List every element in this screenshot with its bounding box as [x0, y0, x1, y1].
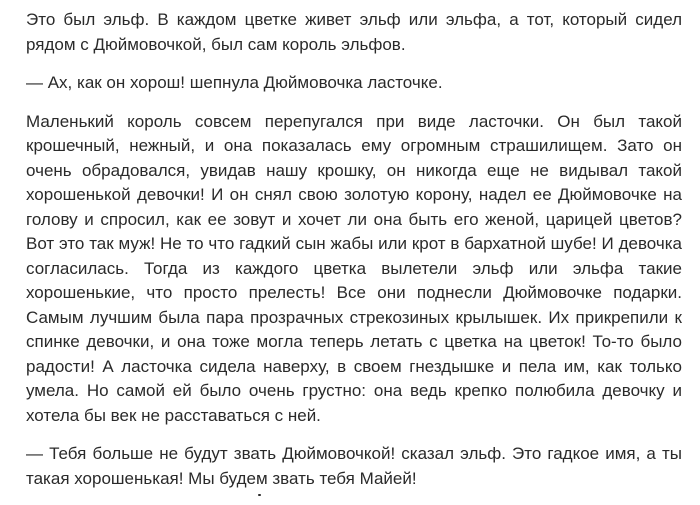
paragraph-2: — Ах, как он хорош! шепнула Дюймовочка ласточке.	[26, 73, 443, 92]
paragraph-4: — Тебя больше не будут звать Дюймовочкой! сказал эльф. Это гадкое имя, а ты такая хорошенькая! Мы будем звать тебя Майей!	[26, 444, 682, 488]
paragraph-1: Это был эльф. В каждом цветке живет эльф или эльфа, а тот, который сидел рядом с Дюймовочкой, был сам король эльфов.	[26, 10, 682, 54]
paragraph-3: Маленький король совсем перепугался при виде ласточки. Он был такой крошечный, нежный, и она показалась ему огромным страшилищем. Зато он очень обрадовался, увидав нашу крошку, он никогда еще не видывал такой хорошенькой девочки! И он снял свою золотую корону, надел ее Дюймовочке на голову и спросил, как ее зовут и хочет ли она быть его женой, царицей цветов? Вот это так муж! Не то что гадкий сын жабы или крот в бархатной шубе! И девочка согласилась. Тогда из каждого цветка вылетели эльф или эльфа такие хорошенькие, что просто прелесть! Все они поднесли Дюймовочке подарки. Самым лучшим была пара прозрачных стрекозиных крылышек. Их прикрепили к спинке девочки, и она тоже могла теперь летать с цветка на цветок! То-то было радости! А ласточка сидела наверху, в своем гнездышке и пела им, как только умела. Но самой ей было очень грустно: она ведь крепко полюбила девочку и хотела бы век не расставаться с ней.	[26, 111, 682, 425]
cut-off-next-line	[26, 490, 682, 498]
cut-off-text-fragment	[258, 494, 261, 496]
document-body	[26, 8, 682, 505]
